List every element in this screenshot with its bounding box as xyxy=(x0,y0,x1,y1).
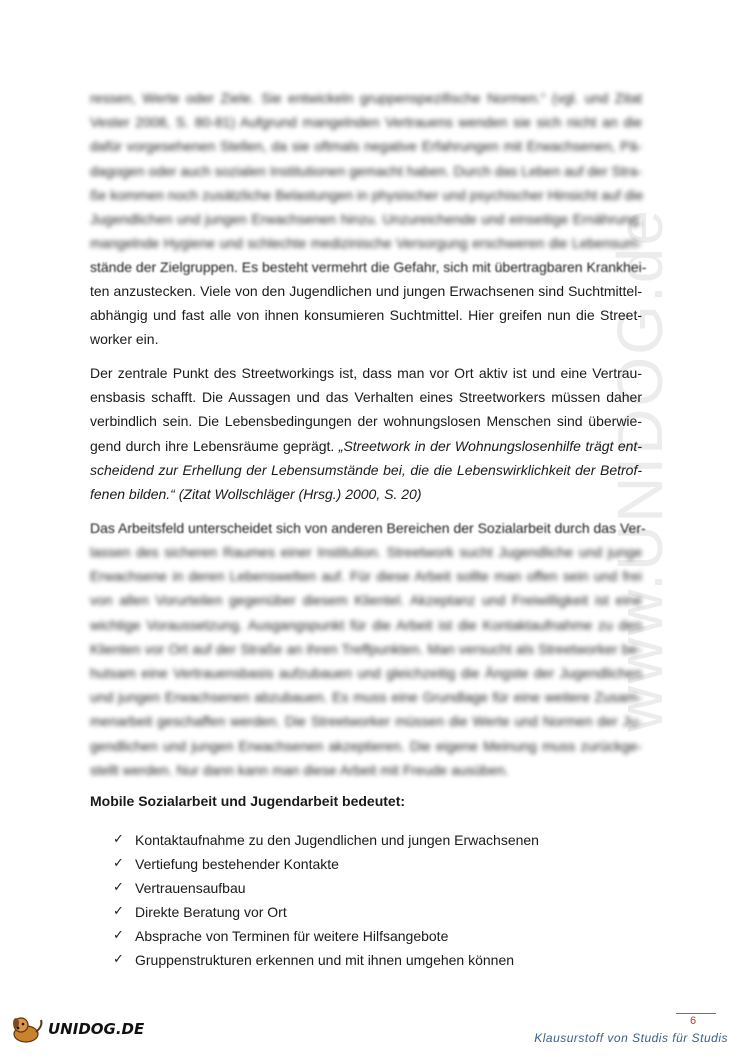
text-line: Jugendlichen und jungen Erwachsenen hinzu. Unzureichende und einseitige Ernährung, xyxy=(90,211,642,228)
unidog-logo xyxy=(10,1014,144,1044)
text-line: ressen, Werte oder Ziele. Sie entwickeln gruppenspezifische Normen.“ (vgl. und Zitat xyxy=(90,90,642,106)
text-line: abhängig und fast alle von ihnen konsumieren Suchtmittel. Hier greifen nun die Street- xyxy=(90,307,642,324)
text-line: lassen des sicheren Raumes einer Institution. Streetwork sucht Jugendliche und junge xyxy=(90,544,642,560)
text-line: Vester 2008, S. 80-81) Aufgrund mangelnden Vertrauens wenden sie sich nicht an die xyxy=(90,114,642,131)
list-item xyxy=(113,876,539,900)
text-line xyxy=(90,434,642,458)
list-item xyxy=(113,924,539,948)
logo-text: UNIDOG.DE xyxy=(48,1020,145,1038)
text-plain: gend durch ihre Lebensräume geprägt. xyxy=(90,437,339,454)
list-item-label: Gruppenstrukturen erkennen und mit ihnen umgehen können xyxy=(135,952,515,968)
checkmark-icon: ✓ xyxy=(113,856,124,871)
text-line: stellt werden. Nur dann kann man diese Arbeit mit Freude ausüben. xyxy=(90,761,509,778)
paragraph-2 xyxy=(90,361,642,506)
text-line: verbindlich sein. Die Lebensbedingungen der wohnungslosen Menschen sind überwie- xyxy=(90,413,642,430)
text-line: ensbasis schafft. Die Aussagen und das Verhalten eines Streetworkers müssen daher xyxy=(90,389,642,406)
text-line: Der zentrale Punkt des Streetworkings ist, dass man vor Ort aktiv ist und eine Vertrau- xyxy=(90,365,642,381)
checkmark-icon: ✓ xyxy=(113,952,124,967)
text-line: dagogen oder auch sozialen Institutionen gemacht haben. Durch das Leben auf der Stra- xyxy=(90,162,642,179)
list-item-label: Absprache von Terminen für weitere Hilfsangebote xyxy=(135,928,449,944)
text-line: Das Arbeitsfeld unterscheidet sich von anderen Bereichen der Sozialarbeit durch das Ver- xyxy=(90,520,646,536)
text-line: ße kommen noch zusätzliche Belastungen in physischer und psychischer Hinsicht auf die xyxy=(90,186,644,203)
text-line: Klienten vor Ort auf der Straße an ihren Treffpunkten. Man versucht als Streetworker be- xyxy=(90,640,642,657)
checkmark-icon: ✓ xyxy=(113,904,124,919)
text-line: worker ein. xyxy=(90,331,159,348)
text-line xyxy=(90,482,642,506)
footer-tagline: Klausurstoff von Studis für Studis xyxy=(534,1031,728,1045)
watermark: www.UNIDOG.de xyxy=(604,208,676,732)
text-line: Erwachsene in deren Lebenswelten auf. Für diese Arbeit sollte man offen sein und frei xyxy=(90,568,642,585)
transition-line-top xyxy=(90,255,647,279)
text-line: mangelnde Hygiene und schlechte medizinische Versorgung erschweren die Lebensum- xyxy=(90,235,642,252)
paragraph-1 xyxy=(90,279,642,352)
text-line: von allen Vorurteilen gegenüber diesem Klientel. Akzeptanz und Freiwilligkeit ist eine xyxy=(90,592,642,609)
quote-text: fenen bilden.“ (Zitat Wollschläger (Hrsg.) 2000, S. 20) xyxy=(90,486,422,503)
text-line: ten anzustecken. Viele von den Jugendlichen und jungen Erwachsenen sind Suchtmittel- xyxy=(90,283,642,299)
text-line: hutsam eine Vertrauensbasis aufzubauen und gleichzeitig die Ängste der Jugendlichen xyxy=(90,665,642,682)
quote-text: „Streetwork in der Wohnungslosenhilfe trägt ent- xyxy=(338,437,642,454)
list-item xyxy=(113,948,539,972)
text-line: und jungen Erwachsenen abzubauen. Es muss eine Grundlage für eine weitere Zusam- xyxy=(90,689,642,706)
list-item-label: Kontaktaufnahme zu den Jugendlichen und jungen Erwachsenen xyxy=(135,832,539,848)
list-item xyxy=(113,900,539,924)
list-item-label: Vertrauensaufbau xyxy=(135,880,246,896)
quote-text: scheidend zur Erhellung der Lebensumstände bei, die die Lebenswirklichkeit der Betrof- xyxy=(90,461,642,478)
transition-line-bottom xyxy=(90,516,646,540)
list-item-label: Direkte Beratung vor Ort xyxy=(135,904,287,920)
text-line: menarbeit geschaffen werden. Die Streetworker müssen die Werte und Normen der Ju- xyxy=(90,713,642,730)
dog-mascot-icon xyxy=(10,1014,46,1044)
text-line: wichtige Voraussetzung. Ausgangspunkt für die Arbeit ist die Kontaktaufnahme zu den xyxy=(90,616,642,633)
text-line: dafür vorgesehenen Stellen, da sie oftmals negative Erfahrungen mit Erwachsenen, Pä- xyxy=(90,138,642,155)
checkmark-icon: ✓ xyxy=(113,832,124,847)
list-item xyxy=(113,828,539,852)
list-item-label: Vertiefung bestehender Kontakte xyxy=(135,856,339,872)
page-number: 6 xyxy=(690,1015,697,1027)
list-item xyxy=(113,852,539,876)
text-line: gendlichen und jungen Erwachsenen akzeptieren. Die eigene Meinung muss zurückge- xyxy=(90,737,642,754)
checkmark-icon: ✓ xyxy=(113,880,124,895)
section-heading: Mobile Sozialarbeit und Jugendarbeit bedeutet: xyxy=(90,793,406,809)
footer-divider xyxy=(676,1013,716,1014)
text-line: stände der Zielgruppen. Es besteht vermehrt die Gefahr, sich mit übertragbaren Krankhei- xyxy=(90,259,647,275)
text-line xyxy=(90,458,642,482)
blurred-paragraph-bottom xyxy=(90,540,642,782)
checkmark-icon: ✓ xyxy=(113,928,124,943)
blurred-paragraph-top xyxy=(90,86,642,255)
checklist xyxy=(113,828,539,972)
